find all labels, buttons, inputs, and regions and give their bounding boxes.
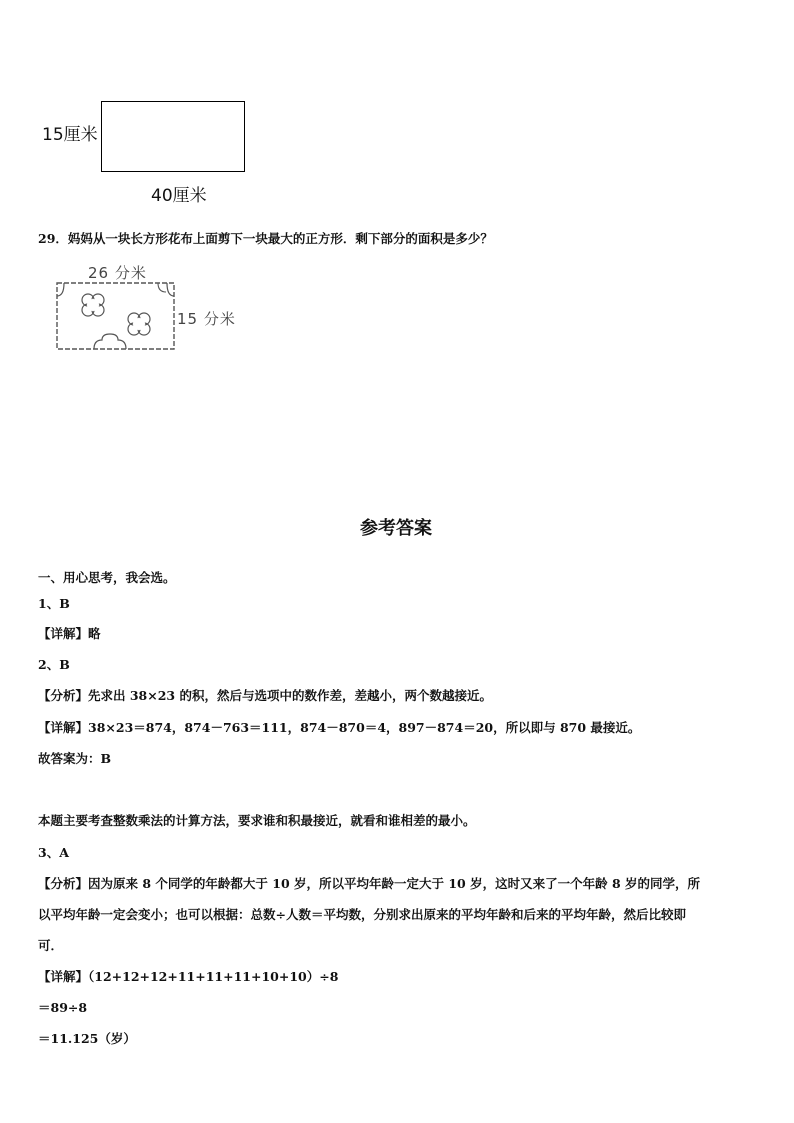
- answer-detail: 【详解】略: [38, 626, 101, 641]
- section-heading: 一、用心思考，我会选。: [38, 570, 176, 585]
- answer-analysis-continued: 以平均年龄一定会变小；也可以根据：总数÷人数＝平均数，分别求出原来的平均年龄和后来的平均年龄，然后比较即: [38, 907, 686, 922]
- answer-detail: 【详解】（12+12+12+11+11+11+10+10）÷8: [38, 969, 339, 984]
- rectangle-shape: [101, 101, 245, 172]
- answer-section-title: 参考答案: [360, 518, 432, 539]
- answer-analysis: 【分析】因为原来 8 个同学的年龄都大于 10 岁，所以平均年龄一定大于 10 岁，这时又来了一个年龄 8 岁的同学，所: [38, 876, 701, 891]
- corner-decoration: [158, 283, 166, 292]
- cloth-top-label: 26 分米: [88, 264, 147, 282]
- flower-shape: [82, 294, 104, 316]
- flower-shape: [128, 313, 150, 335]
- cloth-right-label: 15 分米: [177, 310, 236, 328]
- calculation-step: ＝89÷8: [38, 1000, 88, 1015]
- corner-decoration: [167, 283, 174, 296]
- corner-decoration: [57, 283, 64, 296]
- answer-number: 1、B: [38, 596, 70, 611]
- answer-analysis-continued: 可．: [38, 938, 64, 953]
- height-label: 15厘米: [42, 125, 98, 145]
- answer-number: 2、B: [38, 657, 70, 672]
- answer-detail: 【详解】38×23＝874，874－763＝111，874－870＝4，897－874＝20，所以即与 870 最接近。: [38, 720, 641, 735]
- answer-conclusion: 故答案为：B: [38, 751, 112, 766]
- answer-number: 3、A: [38, 845, 69, 860]
- question-29-text: 29．妈妈从一块长方形花布上面剪下一块最大的正方形．剩下部分的面积是多少？: [38, 231, 493, 246]
- calculation-step: ＝11.125（岁）: [38, 1031, 136, 1046]
- cloth-drawing: [50, 278, 182, 354]
- answer-summary: 本题主要考查整数乘法的计算方法，要求谁和积最接近，就看和谁相差的最小。: [38, 813, 476, 828]
- cloth-outline: [57, 283, 174, 349]
- half-flower-shape: [94, 334, 126, 349]
- width-label: 40厘米: [151, 186, 207, 206]
- answer-analysis: 【分析】先求出 38×23 的积，然后与选项中的数作差，差越小，两个数越接近。: [38, 688, 492, 703]
